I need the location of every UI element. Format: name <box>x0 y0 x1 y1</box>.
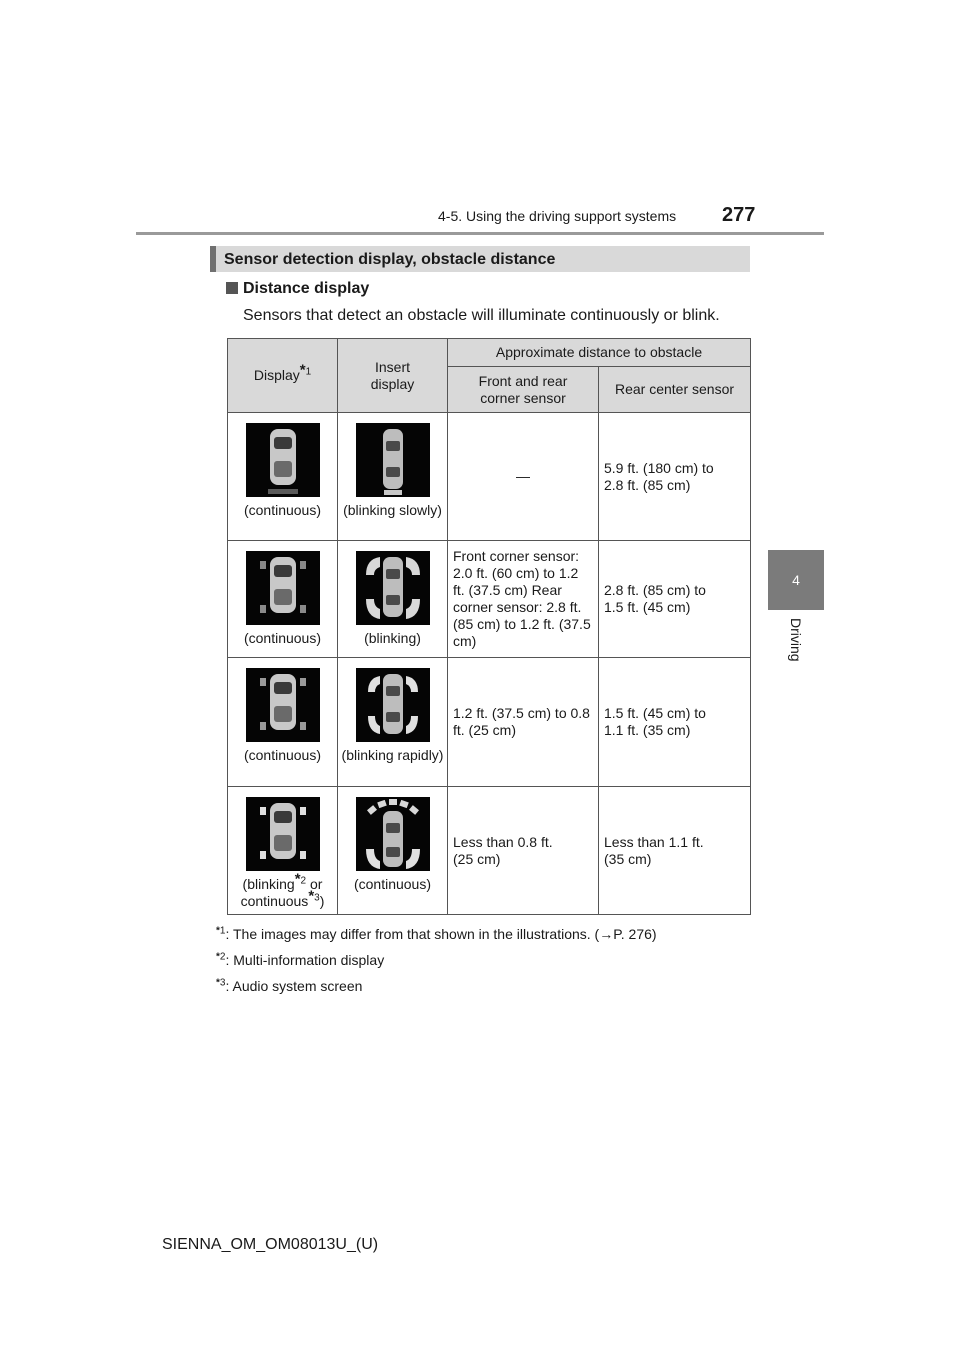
corner-distance: — <box>448 413 599 541</box>
vehicle-icon <box>356 551 430 625</box>
footnote-3: $^{*3}$: Audio system screen <box>216 977 363 994</box>
display-caption: (blinking$^{*2}$ or continuous$^{*3}$) <box>240 870 325 909</box>
vehicle-icon <box>246 668 320 742</box>
vehicle-icon <box>246 551 320 625</box>
header-display: Display$^{*1}$ <box>228 339 338 413</box>
page-number: 277 <box>722 204 756 226</box>
display-cell <box>228 541 338 658</box>
table-row <box>228 541 751 658</box>
chapter-tab <box>768 550 824 610</box>
header-rule <box>136 232 824 235</box>
insert-caption: (blinking) <box>364 630 421 646</box>
distance-table <box>227 338 751 915</box>
center-distance: 2.8 ft. (85 cm) to 1.5 ft. (45 cm) <box>599 541 751 658</box>
insert-cell <box>338 541 448 658</box>
display-cell <box>228 787 338 915</box>
insert-caption: (blinking rapidly) <box>341 747 444 763</box>
footnote-1: $^{*1}$: The images may differ from that shown in the illustrations. (→P. 276) <box>216 925 657 942</box>
display-caption: (continuous) <box>243 630 322 646</box>
insert-cell <box>338 658 448 787</box>
header-insert: Insert display <box>338 339 448 413</box>
header-distance: Approximate distance to obstacle <box>448 339 751 367</box>
section-title: 4-5. Using the driving support systems <box>438 208 677 224</box>
intro-text: Sensors that detect an obstacle will illuminate continuously or blink. <box>243 307 720 324</box>
vehicle-icon <box>246 423 320 497</box>
corner-distance: 1.2 ft. (37.5 cm) to 0.8 ft. (25 cm) <box>448 658 599 787</box>
insert-caption: (blinking slowly) <box>343 502 442 518</box>
vehicle-icon <box>356 797 430 871</box>
square-bullet-icon <box>226 282 238 294</box>
center-distance: Less than 1.1 ft. (35 cm) <box>599 787 751 915</box>
display-cell <box>228 658 338 787</box>
chapter-label-text: Driving <box>788 618 804 662</box>
heading-accent <box>210 246 216 272</box>
insert-caption: (continuous) <box>353 876 432 892</box>
center-distance: 5.9 ft. (180 cm) to 2.8 ft. (85 cm) <box>599 413 751 541</box>
center-distance: 1.5 ft. (45 cm) to 1.1 ft. (35 cm) <box>599 658 751 787</box>
chapter-number: 4 <box>792 572 800 588</box>
display-cell <box>228 413 338 541</box>
insert-cell <box>338 787 448 915</box>
chapter-label <box>786 618 806 674</box>
document-code: SIENNA_OM_OM08013U_(U) <box>162 1236 379 1253</box>
vehicle-icon <box>246 797 320 871</box>
display-caption: (continuous) <box>243 502 322 518</box>
section-heading: Sensor detection display, obstacle distance <box>224 251 556 268</box>
display-caption: (continuous) <box>243 747 322 763</box>
table-row <box>228 787 751 915</box>
header-front-rear: Front and rear corner sensor <box>448 367 599 413</box>
vehicle-icon <box>356 423 430 497</box>
table-row <box>228 658 751 787</box>
header-rear-center: Rear center sensor <box>599 367 751 413</box>
insert-cell <box>338 413 448 541</box>
corner-distance: Less than 0.8 ft. (25 cm) <box>448 787 599 915</box>
vehicle-icon <box>356 668 430 742</box>
table-row <box>228 413 751 541</box>
corner-distance: Front corner sensor: 2.0 ft. (60 cm) to 1.2 ft. (37.5 cm) Rear corner sensor: 2.8 ft. (85 cm) to 1.2 ft. (37.5 cm) <box>448 541 599 658</box>
subheading: Distance display <box>243 280 370 297</box>
footnote-2: $^{*2}$: Multi-information display <box>216 951 385 968</box>
